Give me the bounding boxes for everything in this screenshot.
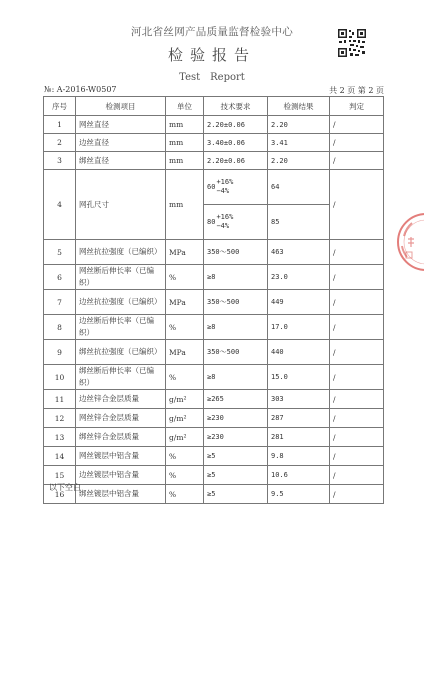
row-requirement: 350～500	[204, 240, 268, 265]
row-result: 2.20	[268, 152, 330, 170]
row-result: 23.0	[268, 265, 330, 290]
row-result: 440	[268, 340, 330, 365]
row-no: 4	[44, 170, 76, 240]
row-result: 449	[268, 290, 330, 315]
row-requirement: ≥5	[204, 485, 268, 504]
row-result: 10.6	[268, 466, 330, 485]
row-requirement: 2.20±0.06	[204, 116, 268, 134]
row-unit: g/m²	[166, 409, 204, 428]
table-row	[44, 240, 384, 265]
row-requirement-mesh-80	[204, 205, 268, 240]
table-row	[44, 116, 384, 134]
row-judgement: /	[330, 340, 384, 365]
col-header-requirement: 技术要求	[204, 97, 268, 116]
row-requirement: ≥8	[204, 315, 268, 340]
table-row	[44, 170, 384, 205]
row-no: 9	[44, 340, 76, 365]
table-row	[44, 365, 384, 390]
row-requirement: 2.20±0.06	[204, 152, 268, 170]
row-judgement: /	[330, 390, 384, 409]
row-requirement: 350～500	[204, 340, 268, 365]
test-results-table	[43, 96, 384, 504]
row-unit: %	[166, 485, 204, 504]
row-no: 12	[44, 409, 76, 428]
row-result: 85	[268, 205, 330, 240]
row-judgement: /	[330, 466, 384, 485]
row-requirement: ≥230	[204, 428, 268, 447]
table-row	[44, 447, 384, 466]
page-info: 共 2 页 第 2 页	[329, 86, 384, 95]
col-header-unit: 单位	[166, 97, 204, 116]
row-judgement: /	[330, 290, 384, 315]
row-result: 9.8	[268, 447, 330, 466]
tolerance-plus: +16%	[216, 178, 234, 186]
row-unit: MPa	[166, 240, 204, 265]
row-item: 绑丝镀层中铝含量	[76, 485, 166, 504]
row-judgement: /	[330, 315, 384, 340]
row-no: 5	[44, 240, 76, 265]
row-result: 281	[268, 428, 330, 447]
row-requirement: 350～500	[204, 290, 268, 315]
row-no: 2	[44, 134, 76, 152]
row-judgement: /	[330, 152, 384, 170]
row-no: 6	[44, 265, 76, 290]
table-row	[44, 315, 384, 340]
table-row	[44, 290, 384, 315]
table-row	[44, 152, 384, 170]
row-unit: %	[166, 447, 204, 466]
row-unit: %	[166, 265, 204, 290]
row-unit: mm	[166, 116, 204, 134]
row-requirement: ≥8	[204, 365, 268, 390]
row-judgement: /	[330, 447, 384, 466]
row-result: 15.0	[268, 365, 330, 390]
row-item: 边丝锌合金层质量	[76, 390, 166, 409]
row-item: 边丝直径	[76, 134, 166, 152]
row-result: 463	[268, 240, 330, 265]
report-title-en: Test Report	[179, 72, 245, 83]
row-no: 1	[44, 116, 76, 134]
tolerance-plus: +16%	[216, 213, 234, 221]
row-result: 64	[268, 170, 330, 205]
row-no: 15	[44, 466, 76, 485]
row-judgement: /	[330, 116, 384, 134]
row-item: 网丝直径	[76, 116, 166, 134]
row-unit: mm	[166, 134, 204, 152]
row-judgement: /	[330, 409, 384, 428]
row-item: 绑丝抗拉强度（已编织）	[76, 340, 166, 365]
col-header-judgement: 判定	[330, 97, 384, 116]
row-judgement: /	[330, 485, 384, 504]
row-judgement: /	[330, 428, 384, 447]
row-item: 边丝镀层中铝含量	[76, 466, 166, 485]
row-unit: MPa	[166, 290, 204, 315]
blank-below-note: 以下空白	[49, 483, 81, 492]
col-header-result: 检测结果	[268, 97, 330, 116]
table-row	[44, 390, 384, 409]
table-row	[44, 428, 384, 447]
row-requirement: ≥265	[204, 390, 268, 409]
row-no: 11	[44, 390, 76, 409]
row-judgement: /	[330, 365, 384, 390]
row-unit: %	[166, 466, 204, 485]
row-unit: g/m²	[166, 390, 204, 409]
row-item: 绑丝锌合金层质量	[76, 428, 166, 447]
table-header-row	[44, 97, 384, 116]
row-item: 网孔尺寸	[76, 170, 166, 240]
table-row	[44, 466, 384, 485]
row-judgement: /	[330, 170, 384, 240]
row-requirement: 3.40±0.06	[204, 134, 268, 152]
row-unit: %	[166, 315, 204, 340]
tolerance-minus: −4%	[216, 222, 230, 230]
row-judgement: /	[330, 265, 384, 290]
row-result: 287	[268, 409, 330, 428]
table-row	[44, 485, 384, 504]
row-unit: %	[166, 365, 204, 390]
row-result: 9.5	[268, 485, 330, 504]
row-unit: mm	[166, 170, 204, 240]
row-item: 网丝断后伸长率（已编织）	[76, 265, 166, 290]
row-no: 3	[44, 152, 76, 170]
tolerance-base: 60	[207, 183, 216, 191]
row-result: 2.20	[268, 116, 330, 134]
report-title-cn: 检验报告	[167, 46, 256, 64]
tolerance-minus: −4%	[216, 187, 230, 195]
row-item: 网丝镀层中铝含量	[76, 447, 166, 466]
row-result: 17.0	[268, 315, 330, 340]
report-number: №: A-2016-W0507	[44, 85, 117, 94]
row-requirement: ≥8	[204, 265, 268, 290]
row-result: 303	[268, 390, 330, 409]
row-no: 16	[44, 485, 76, 504]
row-item: 绑丝直径	[76, 152, 166, 170]
row-judgement: /	[330, 240, 384, 265]
row-unit: mm	[166, 152, 204, 170]
row-item: 绑丝断后伸长率（已编织）	[76, 365, 166, 390]
row-no: 10	[44, 365, 76, 390]
row-item: 边丝抗拉强度（已编织）	[76, 290, 166, 315]
row-item: 网丝锌合金层质量	[76, 409, 166, 428]
table-row	[44, 265, 384, 290]
row-requirement: ≥230	[204, 409, 268, 428]
tolerance-base: 80	[207, 218, 216, 226]
row-requirement: ≥5	[204, 447, 268, 466]
table-row	[44, 340, 384, 365]
row-no: 13	[44, 428, 76, 447]
row-judgement: /	[330, 134, 384, 152]
table-row	[44, 134, 384, 152]
row-requirement: ≥5	[204, 466, 268, 485]
official-seal-stamp	[394, 208, 424, 276]
row-no: 8	[44, 315, 76, 340]
row-no: 7	[44, 290, 76, 315]
row-unit: g/m²	[166, 428, 204, 447]
row-item: 边丝断后伸长率（已编织）	[76, 315, 166, 340]
row-no: 14	[44, 447, 76, 466]
qr-code-icon	[337, 28, 367, 58]
col-header-no: 序号	[44, 97, 76, 116]
row-result: 3.41	[268, 134, 330, 152]
organization-name: 河北省丝网产品质量监督检验中心	[131, 26, 293, 38]
row-unit: MPa	[166, 340, 204, 365]
table-row	[44, 409, 384, 428]
row-item: 网丝抗拉强度（已编织）	[76, 240, 166, 265]
row-requirement-mesh-60	[204, 170, 268, 205]
col-header-item: 检测项目	[76, 97, 166, 116]
